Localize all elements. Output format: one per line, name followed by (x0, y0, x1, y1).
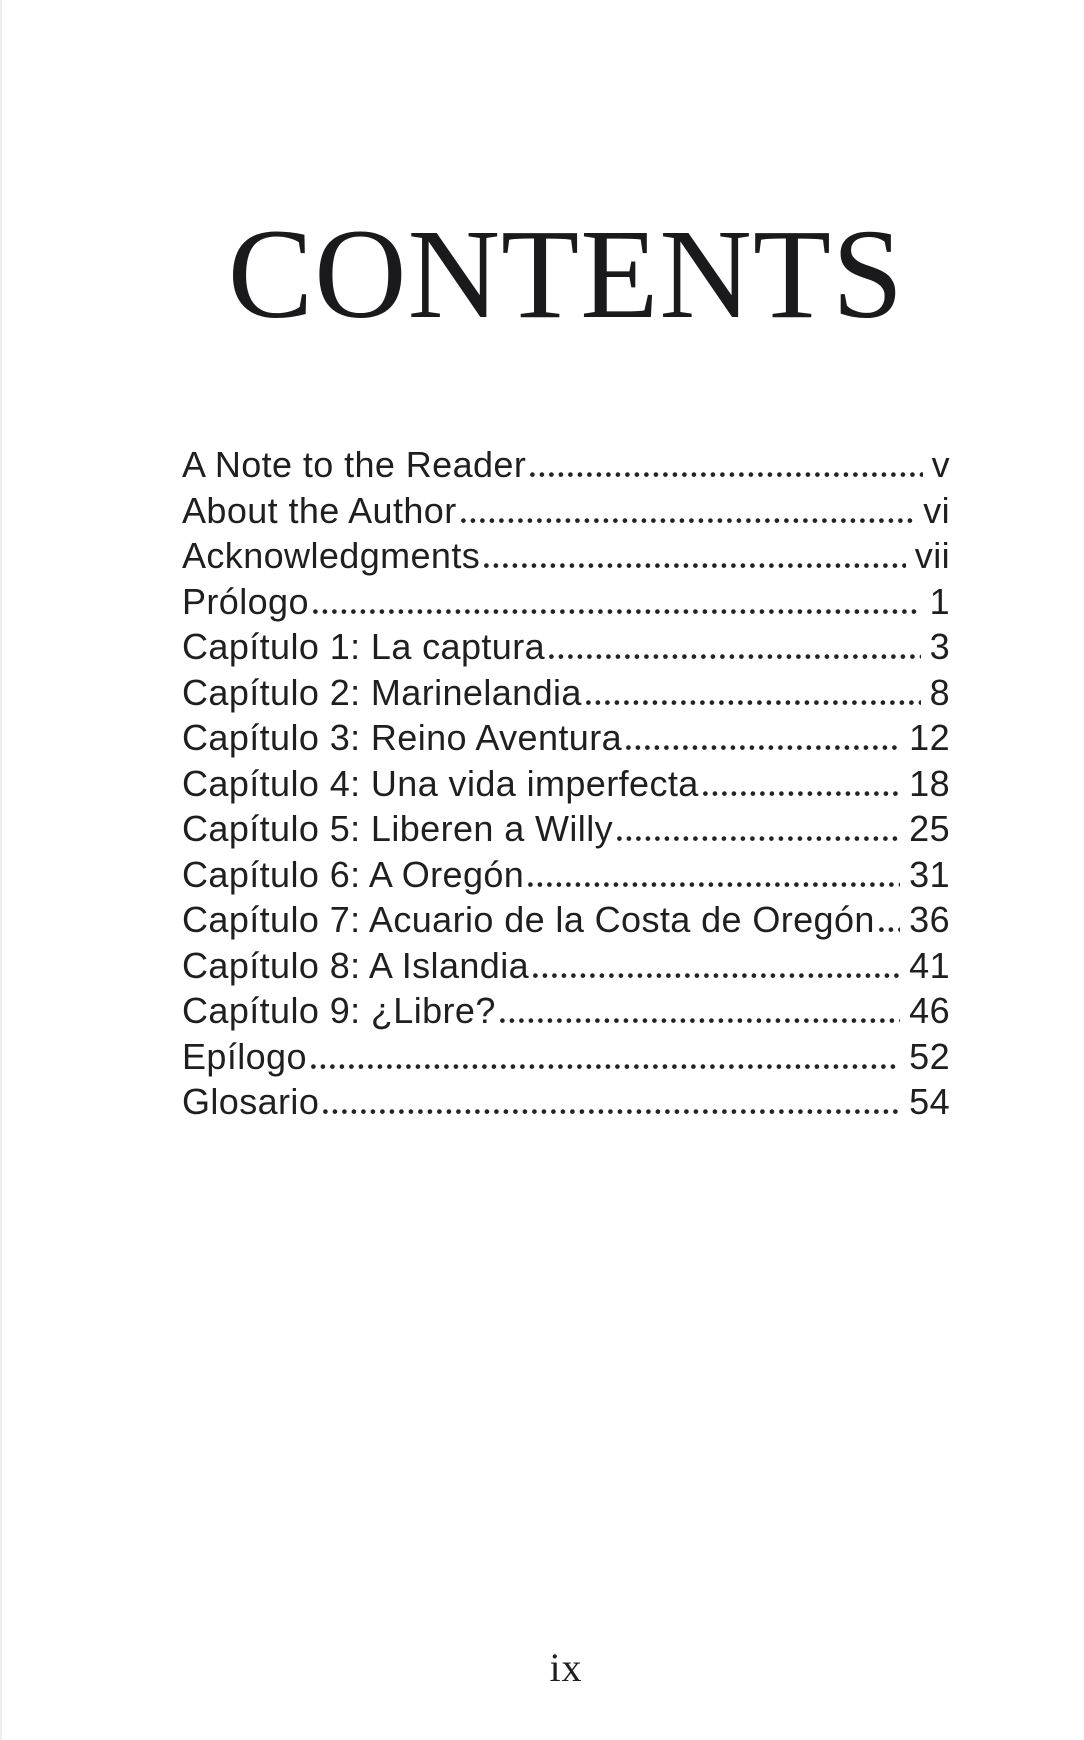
toc-entry[interactable] (182, 761, 950, 807)
toc-entry-label: Acknowledgments (182, 535, 481, 576)
dot-leader (311, 1063, 900, 1069)
toc-entry[interactable] (182, 442, 950, 488)
toc-entry-label: A Note to the Reader (182, 444, 527, 485)
toc-entry-page: 18 (909, 762, 950, 804)
toc-entry-label: Capítulo 2: Marinelandia (182, 671, 582, 713)
page-edge-line (0, 0, 2, 1740)
table-of-contents (182, 442, 950, 1125)
dot-leader (500, 1017, 900, 1023)
toc-entry[interactable] (182, 897, 950, 943)
toc-entry[interactable] (182, 1034, 950, 1080)
toc-entry-page: 3 (929, 626, 950, 667)
dot-leader (879, 926, 900, 932)
toc-entry-label: Capítulo 5: Liberen a Willy (182, 808, 614, 849)
toc-entry-label: Capítulo 9: ¿Libre? (182, 990, 496, 1031)
toc-entry-label: Capítulo 4: Una vida imperfecta (182, 762, 699, 804)
toc-entry-label: Capítulo 8: A Islandia (182, 944, 530, 986)
toc-entry-label: About the Author (182, 489, 457, 531)
toc-entry-page: v (931, 444, 950, 485)
toc-entry-page: 36 (909, 899, 950, 940)
toc-entry-page: 31 (909, 853, 950, 895)
contents-title: CONTENTS (227, 203, 905, 345)
toc-entry[interactable] (182, 670, 950, 716)
dot-leader (323, 1108, 900, 1114)
toc-entry-label: Capítulo 1: La captura (182, 626, 546, 667)
dot-leader (484, 562, 906, 568)
toc-entry-page: vii (914, 535, 950, 576)
page-number-folio: ix (549, 1645, 583, 1690)
dot-leader (626, 744, 900, 750)
toc-entry-label: Prólogo (182, 580, 309, 622)
toc-entry-label: Epílogo (182, 1035, 307, 1077)
toc-entry[interactable] (182, 988, 950, 1034)
toc-entry-page: 52 (909, 1035, 950, 1077)
toc-entry-page: 54 (909, 1081, 950, 1122)
page-content (182, 0, 950, 1740)
dot-leader (586, 699, 921, 705)
toc-entry[interactable] (182, 488, 950, 534)
toc-entry-page: 41 (909, 944, 950, 986)
dot-leader (313, 608, 921, 614)
toc-entry-page: 1 (929, 580, 950, 622)
toc-entry[interactable] (182, 533, 950, 579)
dot-leader (528, 881, 900, 887)
toc-entry[interactable] (182, 943, 950, 989)
toc-entry[interactable] (182, 852, 950, 898)
dot-leader (533, 972, 900, 978)
toc-entry[interactable] (182, 715, 950, 761)
dot-leader (549, 653, 921, 659)
dot-leader (530, 471, 922, 477)
toc-entry-label: Capítulo 6: A Oregón (182, 853, 525, 895)
toc-entry[interactable] (182, 806, 950, 852)
dot-leader (703, 790, 900, 796)
toc-entry-page: 46 (909, 990, 950, 1031)
toc-entry-page: 25 (909, 808, 950, 849)
toc-entry[interactable] (182, 624, 950, 670)
dot-leader (461, 517, 915, 523)
toc-entry-label: Capítulo 3: Reino Aventura (182, 717, 623, 758)
toc-entry[interactable] (182, 579, 950, 625)
toc-entry-label: Glosario (182, 1081, 320, 1122)
toc-entry-page: 12 (909, 717, 950, 758)
toc-entry-label: Capítulo 7: Acuario de la Costa de Oregón (182, 899, 875, 940)
toc-entry-page: vi (923, 489, 950, 531)
toc-entry-page: 8 (929, 671, 950, 713)
toc-entry[interactable] (182, 1079, 950, 1125)
dot-leader (617, 835, 900, 841)
